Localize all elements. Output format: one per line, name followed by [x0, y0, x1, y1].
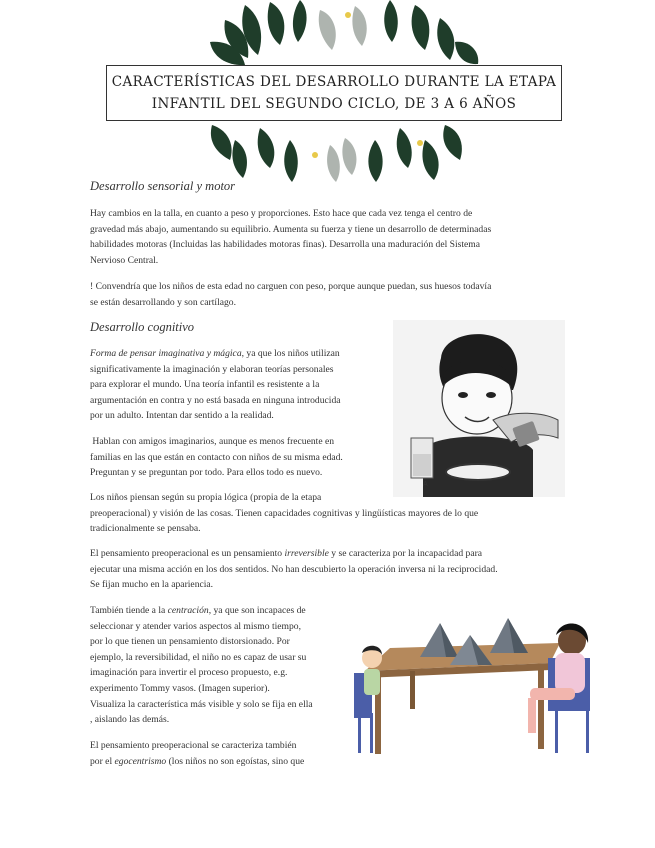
paragraph-cognitivo-2	[90, 434, 390, 481]
emphasis-text: centración	[167, 605, 209, 616]
text-line: para explorar el mundo. Una teoría infantil es resistente a la	[90, 379, 320, 391]
text-line: argumentación en contra y no está basada en ninguna introducida	[90, 394, 341, 406]
text-line: Nervioso Central.	[90, 254, 159, 266]
text-line: , aislando las demás.	[90, 714, 170, 726]
text-line	[90, 603, 360, 619]
emphasis-text: irreversible	[284, 548, 329, 559]
child-pouring-water-illustration	[393, 320, 565, 497]
text-line: ejecutar una misma acción en los dos sentidos. No han descubierto la operación inversa ni la reciprocidad.	[90, 563, 498, 575]
paragraph-cognitivo-4	[90, 546, 570, 593]
text-line: significativamente la imaginación y elaboran teorías personales	[90, 363, 334, 375]
paragraph-cognitivo-5	[90, 603, 360, 728]
paragraph-cognitivo-3	[90, 490, 570, 537]
text-line: seleccionar y atender varios aspectos al mismo tiempo,	[90, 620, 301, 632]
paragraph-cognitivo-6	[90, 738, 360, 769]
section-heading-sensorial: Desarrollo sensorial y motor	[90, 179, 236, 193]
text-line: por lo que tienen un pensamiento distorsionado. Por	[90, 636, 290, 648]
title-line-2: INFANTIL DEL SEGUNDO CICLO, DE 3 A 6 AÑOS	[151, 96, 517, 112]
paragraph-cognitivo-1	[90, 346, 390, 424]
text-span: , ya que los niños utilizan	[241, 348, 340, 359]
text-line: tradicionalmente se pensaba.	[90, 523, 201, 535]
emphasis-text: Forma de pensar imaginativa y mágica	[90, 348, 242, 359]
text-line: por un adulto. Intentan dar sentido a la realidad.	[90, 410, 274, 422]
section-heading-cognitivo: Desarrollo cognitivo	[90, 320, 195, 334]
text-line: familias en las que están en contacto con niños de su misma edad.	[90, 451, 343, 463]
page-title	[106, 65, 562, 121]
text-line: Los niños piensan según su propia lógica (propia de la etapa	[90, 492, 322, 503]
text-span: por el	[90, 755, 115, 767]
paragraph-sensorial-1	[90, 206, 570, 268]
text-line: ejemplo, la reversibilidad, el niño no es capaz de usar su	[90, 651, 307, 663]
text-line: Visualiza la característica más visible y solo se fija en ella	[90, 698, 313, 710]
text-line: Preguntan y se preguntan por todo. Para ellos todo es nuevo.	[90, 467, 323, 479]
text-line: El pensamiento preoperacional se caracteriza también	[90, 740, 297, 751]
text-line	[90, 754, 360, 770]
text-line: imaginación para invertir el proceso propuesto, e.g.	[90, 667, 288, 679]
text-span: También tiende a la	[90, 605, 168, 616]
text-span: (los niños no son egoístas, sino que	[166, 755, 305, 767]
text-line	[90, 546, 570, 562]
text-line: preoperacional) y visión de las cosas. Tienen capacidades cognitivas y lingüísticas mayores de lo que	[90, 507, 479, 519]
text-line: Hay cambios en la talla, en cuanto a peso y proporciones. Esto hace que cada vez tenga el centro de	[90, 208, 473, 219]
text-span: El pensamiento preoperacional es un pensamiento	[90, 548, 285, 559]
text-line: Hablan con amigos imaginarios, aunque es menos frecuente en	[90, 436, 335, 447]
title-line-1: CARACTERÍSTICAS DEL DESARROLLO DURANTE LA ETAPA	[111, 74, 557, 90]
text-line: ! Convendría que los niños de esta edad no carguen con peso, porque aunque puedan, sus huesos todavía	[90, 281, 492, 292]
text-line: Se fijan mucho en la apariencia.	[90, 579, 214, 591]
figure-label-a: A	[423, 481, 428, 488]
text-line: gravedad más abajo, aumentando su equilibrio. Aumenta su fuerza y tiene un desarrollo de determinadas	[90, 223, 492, 235]
text-line: se están desarrollando y son cartílago.	[90, 296, 236, 308]
paragraph-sensorial-2	[90, 279, 570, 310]
text-span: , ya que son incapaces de	[208, 605, 306, 616]
text-span: y se caracteriza por la incapacidad para	[328, 548, 483, 559]
text-line: habilidades motoras (Incluidas las habilidades motoras finas). Desarrolla una maduración del Sistema	[90, 239, 481, 251]
text-line	[90, 346, 390, 362]
text-line: experimento Tommy vasos. (Imagen superior).	[90, 682, 270, 694]
three-mountains-task-illustration	[350, 613, 610, 763]
emphasis-text: egocentrismo	[114, 755, 167, 767]
